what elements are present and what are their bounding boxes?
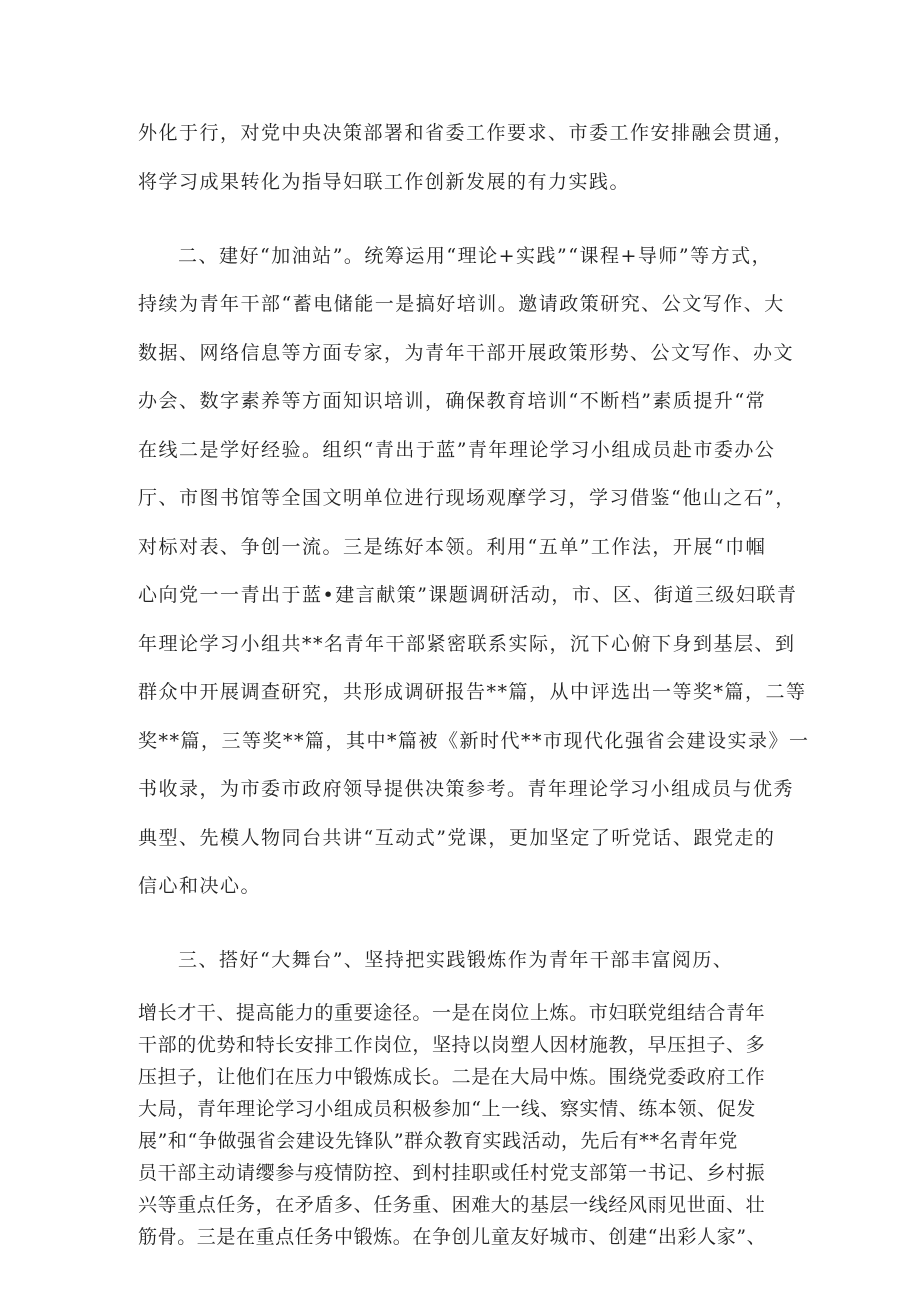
paragraph-3-line-9: 筋骨。三是在重点任务中锻炼。在争创儿童友好城市、创建“出彩人家”、	[138, 1226, 767, 1248]
paragraph-3-line-5: 大局，青年理论学习小组成员积极参加“上一线、察实情、练本领、促发	[138, 1098, 756, 1120]
paragraph-2-line-4: 办会、数字素养等方面知识培训，确保教育培训“不断档”素质提升“常	[138, 390, 767, 412]
paragraph-2-line-5: 在线二是学好经验。组织“青出于蓝”青年理论学习小组成员赴市委办公	[138, 439, 776, 461]
paragraph-2-line-9: 年理论学习小组共**名青年干部紧密联系实际，沉下心俯下身到基层、到	[138, 633, 796, 655]
paragraph-2-line-2: 持续为青年干部“蓄电储能一是搞好培训。邀请政策研究、公文写作、大	[138, 293, 785, 315]
paragraph-2-line-11: 奖**篇，三等奖**篇，其中*篇被《新时代**市现代化强省会建设实录》一	[138, 730, 810, 752]
paragraph-3-line-1: 三、搭好“大舞台”、坚持把实践锻炼作为青年干部丰富阅历、	[178, 949, 734, 971]
paragraph-2-line-1: 二、建好“加油站”。统筹运用“理论+实践”“课程+导师”等方式，	[178, 245, 773, 267]
paragraph-3-line-3: 干部的优势和特长安排工作岗位，坚持以岗塑人因材施教，早压担子、多	[138, 1034, 766, 1056]
paragraph-3-line-8: 兴等重点任务，在矛盾多、任务重、困难大的基层一线经风雨见世面、壮	[138, 1194, 766, 1216]
paragraph-2-line-13: 典型、先模人物同台共讲“互动式”党课，更加坚定了听党话、跟党走的	[138, 827, 776, 849]
paragraph-2-line-8: 心向党一一青出于蓝•建言献策”课题调研活动，市、区、街道三级妇联青	[138, 584, 798, 606]
paragraph-2-line-7: 对标对表、争创一流。三是练好本领。利用“五单”工作法，开展“巾帼	[138, 536, 767, 558]
paragraph-3-line-7: 员干部主动请缨参与疫情防控、到村挂职或任村党支部第一书记、乡村振	[138, 1162, 766, 1184]
paragraph-3-line-2: 增长才干、提高能力的重要途径。一是在岗位上炼。市妇联党组结合青年	[138, 1002, 766, 1024]
paragraph-3-line-4: 压担子，让他们在压力中锻炼成长。二是在大局中炼。围绕党委政府工作	[138, 1066, 766, 1088]
paragraph-3-line-6: 展”和“争做强省会建设先锋队”群众教育实践活动，先后有**名青年党	[138, 1130, 738, 1152]
paragraph-2-line-12: 书收录，为市委市政府领导提供决策参考。青年理论学习小组成员与优秀	[138, 778, 795, 800]
paragraph-2-line-10: 群众中开展调查研究，共形成调研报告**篇，从中评选出一等奖*篇，二等	[138, 681, 807, 703]
paragraph-2-line-6: 厅、市图书馆等全国文明单位进行现场观摩学习，学习借鉴“他山之石”，	[138, 487, 796, 509]
paragraph-1-line-1: 外化于行，对党中央决策部署和省委工作要求、市委工作安排融会贯通，	[138, 122, 795, 144]
paragraph-1-line-2: 将学习成果转化为指导妇联工作创新发展的有力实践。	[138, 171, 631, 193]
paragraph-2-line-14: 信心和决心。	[138, 875, 262, 897]
paragraph-2-line-3: 数据、网络信息等方面专家，为青年干部开展政策形势、公文写作、办文	[138, 342, 795, 364]
